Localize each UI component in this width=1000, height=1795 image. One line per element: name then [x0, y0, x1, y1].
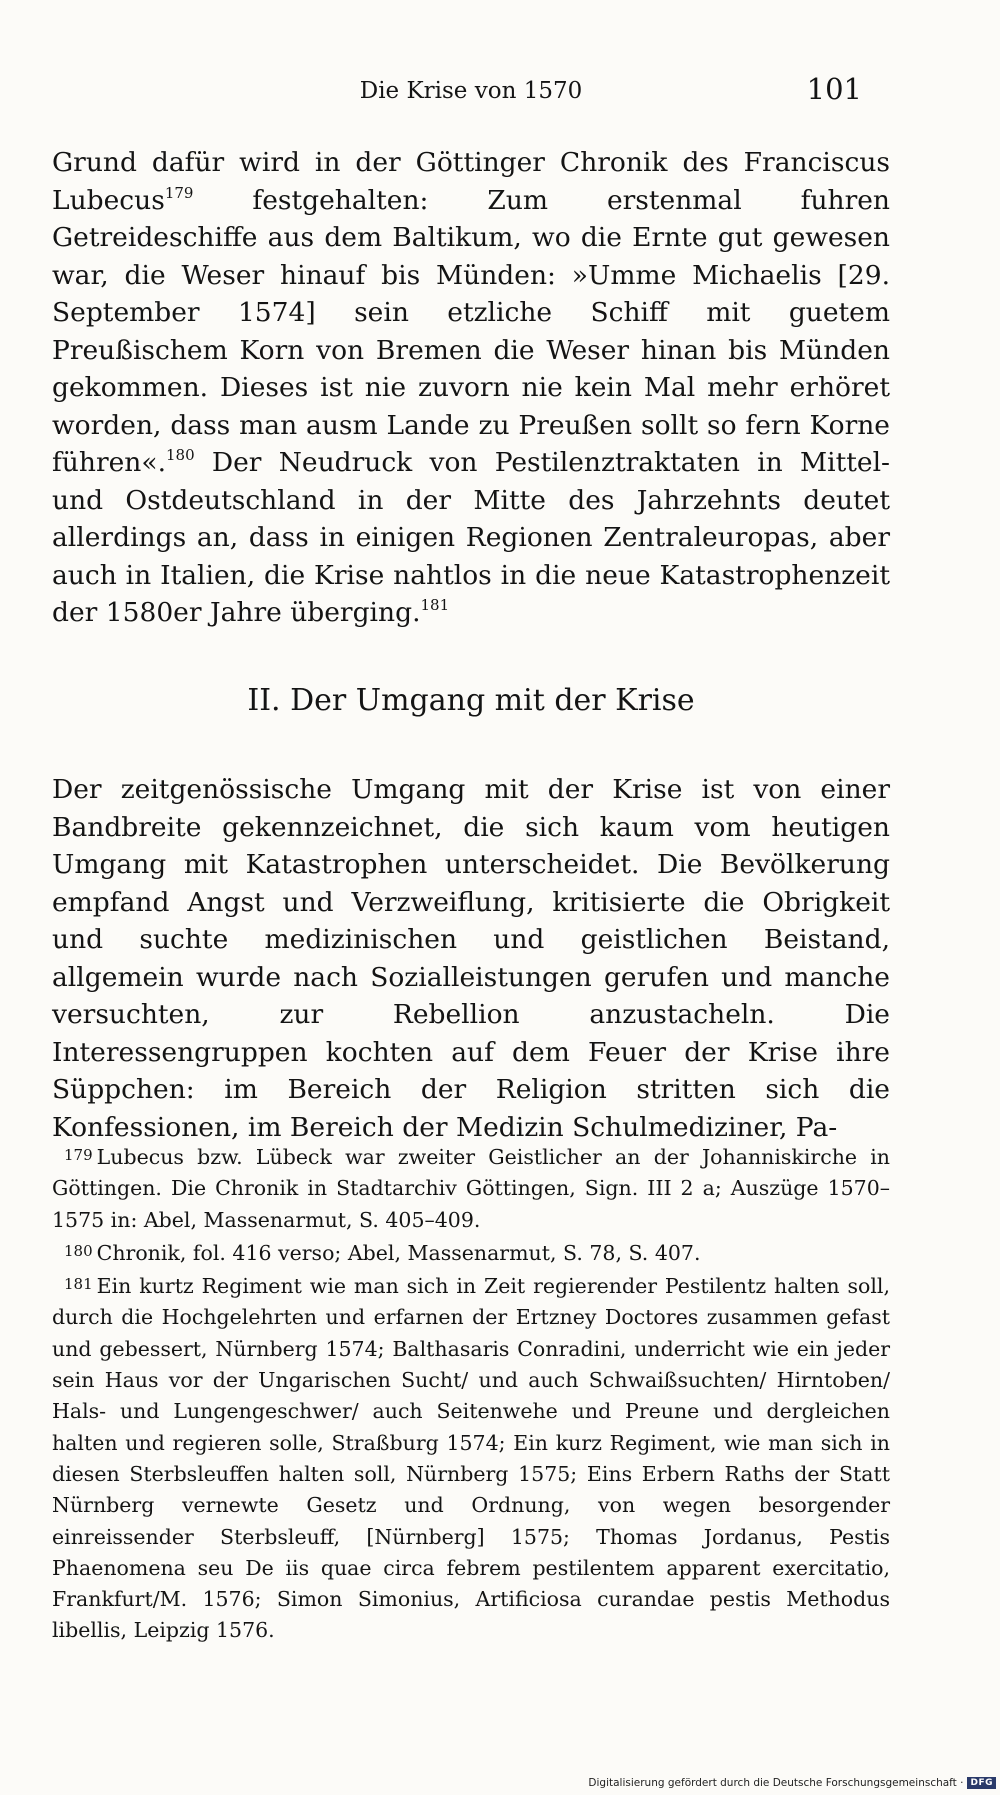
footnote-181: [52, 1269, 890, 1647]
footnote-179: [52, 1140, 890, 1236]
section-heading: II. Der Umgang mit der Krise: [247, 683, 695, 718]
footnote-ref-180: 180: [166, 446, 195, 464]
text-run: Grund dafür wird in der Göttinger Chronik des Franciscus Lubecus: [52, 147, 890, 216]
footnote-text: Chronik, fol. 416 verso; Abel, Massenarmut, S. 78, S. 407.: [96, 1240, 701, 1265]
running-title: Die Krise von 1570: [359, 78, 583, 104]
digitization-credit: [588, 1777, 996, 1789]
paragraph: [52, 144, 890, 632]
footnotes: [52, 1140, 890, 1647]
footnote-180: [52, 1236, 890, 1269]
footnote-text: Lubecus bzw. Lübeck war zweiter Geistlicher an der Johanniskirche in Göttingen. Die Chronik in Stadtarchiv Göttingen, Sign. III 2 a; Auszüge 1570–1575 in: Abel, Massenarmut, S. 405–409.: [52, 1145, 890, 1232]
footnote-number: 179: [64, 1146, 93, 1164]
credit-text: Digitalisierung gefördert durch die Deutsche Forschungsgemeinschaft ·: [588, 1777, 964, 1789]
footnote-text: Ein kurtz Regiment wie man sich in Zeit regierender Pestilentz halten soll, durch die Hochgelehrten und erfarnen der Ertzney Doctores zusammen gefast und gebessert, Nürnberg 1574; Balthasaris Conradini, underricht wie ein jeder sein Haus vor der Ungarischen Sucht/ und auch Schwaißsuchten/ Hirntoben/ Hals- und Lungengeschwer/ auch Seitenwehe und Preune und dergleichen halten und regieren solle, Straßburg 1574; Ein kurz Regiment, wie man sich in diesen Sterbsleuffen halten soll, Nürnberg 1575; Eins Erbern Raths der Statt Nürnberg vernewte Gesetz und Ordnung, von wegen besorgender einreissender Sterbsleuff, [Nürnberg] 1575; Thomas Jordanus, Pestis Phaenomena seu De iis quae circa febrem pestilentem apparent exercitatio, Frankfurt/M. 1576; Simon Simonius, Artificiosa curandae pestis Methodus libellis, Leipzig 1576.: [52, 1274, 890, 1643]
footnote-ref-181: 181: [420, 596, 450, 614]
text-run: festgehalten: Zum erstenmal fuhren Getreideschiffe aus dem Baltikum, wo die Ernte gut gewesen war, die Weser hinauf bis Münden: »Umme Michaelis [29. September 1574] sein etzliche Schiff mit guetem Preußischem Korn von Bremen die Weser hinan bis Münden gekommen. Dieses ist nie zuvorn nie kein Mal mehr erhöret worden, dass man ausm Lande zu Preußen sollt so fern Korne führen«.: [52, 184, 890, 478]
footnote-number: 180: [64, 1241, 93, 1260]
footnote-number: 181: [64, 1275, 93, 1294]
footnote-ref-179: 179: [164, 183, 194, 202]
page-number: 101: [806, 72, 862, 106]
body-paragraph-2: [52, 771, 890, 1146]
text-run: Der Neudruck von Pestilenztraktaten in Mittel- und Ostdeutschland in der Mitte des Jahrzehnts deutet allerdings an, dass in einigen Regionen Zentraleuropas, aber auch in Italien, die Krise nahtlos in die neue Katastrophenzeit der 1580er Jahre überging.: [52, 447, 890, 628]
page-header: [52, 72, 890, 112]
paragraph: Der zeitgenössische Umgang mit der Krise ist von einer Bandbreite gekennzeichnet, die sich kaum vom heutigen Umgang mit Katastrophen unterscheidet. Die Bevölkerung empfand Angst und Verzweiflung, kritisierte die Obrigkeit und suchte medizinischen und geistlichen Beistand, allgemein wurde nach Sozialleistungen gerufen und manche versuchten, zur Rebellion anzustacheln. Die Interessengruppen kochten auf dem Feuer der Krise ihre Süppchen: im Bereich der Religion stritten sich die Konfessionen, im Bereich der Medizin Schulmediziner, Pa-: [52, 774, 890, 1143]
dfg-logo-icon: DFG: [967, 1777, 996, 1789]
body-paragraph-1: [52, 144, 890, 632]
